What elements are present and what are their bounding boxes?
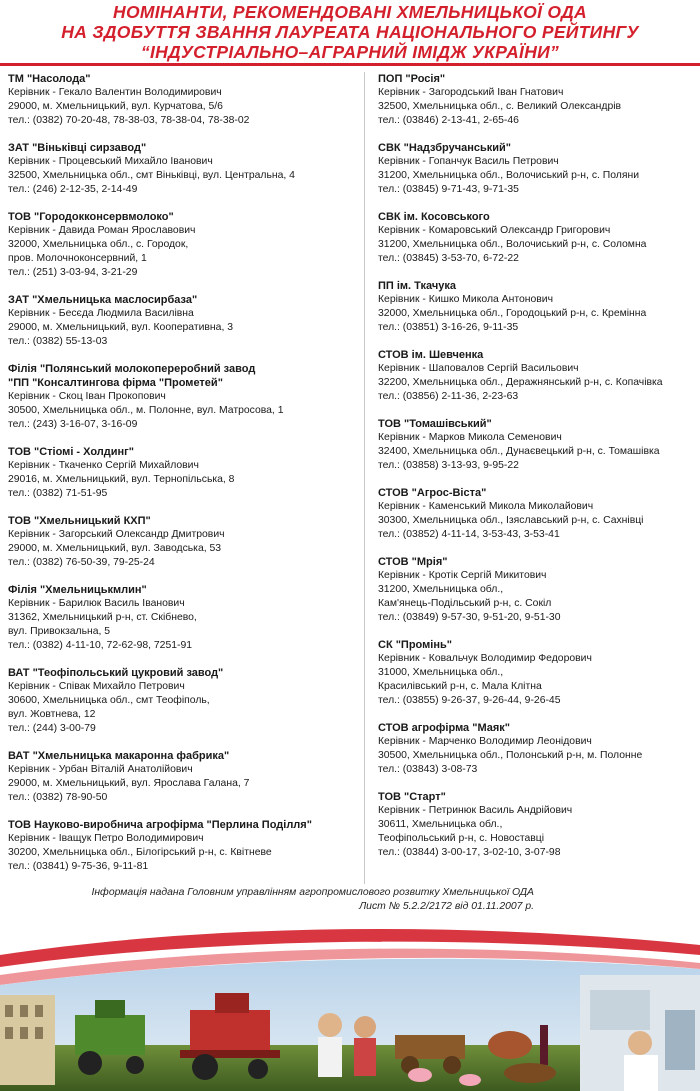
source-note [91, 886, 534, 914]
company-director: Керівник - Загорський Олександр Дмитрович [8, 529, 225, 540]
company-name: ТОВ "Хмельницький КХП" [8, 515, 151, 527]
company-director: Керівник - Скоц Іван Прокопович [8, 391, 166, 402]
company-phone: тел.: (03852) 4-11-14, 3-53-43, 3-53-41 [378, 529, 560, 540]
company-address: 32400, Хмельницька обл., Дунаєвецький р-н, с. Томашівка [378, 446, 660, 457]
company-entry [8, 362, 338, 432]
company-entry [378, 486, 700, 542]
company-address: 30300, Хмельницька обл., Ізяславський р-н, с. Сахнівці [378, 515, 644, 526]
company-name: Філія "Хмельницькмлин" [8, 584, 147, 596]
company-director: Керівник - Ковальчук Володимир Федорович [378, 653, 592, 664]
company-phone: тел.: (246) 2-12-35, 2-14-49 [8, 184, 138, 195]
company-director: Керівник - Співак Михайло Петрович [8, 681, 185, 692]
company-phone: тел.: (0382) 55-13-03 [8, 336, 108, 347]
company-address: 30500, Хмельницька обл., Полонський р-н, м. Полонне [378, 750, 643, 761]
header-rule [0, 63, 700, 66]
company-entry [378, 72, 700, 128]
company-address: 32500, Хмельницька обл., с. Великий Олександрів [378, 101, 622, 112]
company-director: Керівник - Кротік Сергій Микитович [378, 570, 547, 581]
company-director: Керівник - Іващук Петро Володимирович [8, 833, 204, 844]
company-entry [378, 721, 700, 777]
company-director: Керівник - Урбан Віталій Анатолійович [8, 764, 193, 775]
company-name: Філія "Полянський молокопереробний завод [8, 363, 256, 375]
company-entry [378, 417, 700, 473]
company-phone: тел.: (243) 3-16-07, 3-16-09 [8, 419, 138, 430]
company-name: ТОВ "Томашівський" [378, 418, 492, 430]
company-director: Керівник - Гопанчук Василь Петрович [378, 156, 559, 167]
company-entry [378, 141, 700, 197]
company-phone: тел.: (03846) 2-13-41, 2-65-46 [378, 115, 519, 126]
company-phone: тел.: (03856) 2-11-36, 2-23-63 [378, 391, 519, 402]
company-phone: тел.: (03843) 3-08-73 [378, 764, 478, 775]
company-phone: тел.: (03855) 9-26-37, 9-26-44, 9-26-45 [378, 695, 561, 706]
company-address: 29016, м. Хмельницький, вул. Тернопільська, 8 [8, 474, 235, 485]
company-name: СВК "Надзбручанський" [378, 142, 512, 154]
header-line-1: НОМІНАНТИ, РЕКОМЕНДОВАНІ ХМЕЛЬНИЦЬКОЇ ОДА [113, 2, 587, 22]
company-phone: тел.: (03844) 3-00-17, 3-02-10, 3-07-98 [378, 847, 561, 858]
company-director: Керівник - Гекало Валентин Володимирович [8, 87, 222, 98]
company-director: Керівник - Марченко Володимир Леонідович [378, 736, 592, 747]
header-line-3: “ІНДУСТРІАЛЬНО–АГРАРНИЙ ІМІДЖ УКРАЇНИ” [140, 42, 560, 62]
company-address: 30200, Хмельницька обл., Білогірський р-н, с. Квітневе [8, 847, 272, 858]
company-director: Керівник - Ткаченко Сергій Михайлович [8, 460, 199, 471]
company-name: ТОВ "Стіомі - Холдинг" [8, 446, 134, 458]
company-entry [8, 583, 338, 653]
company-name: ТОВ Науково-виробнича агрофірма "Перлина Поділля" [8, 819, 312, 831]
company-address: Кам'янець-Подільський р-н, с. Сокіл [378, 598, 552, 609]
company-address: 29000, м. Хмельницький, вул. Кооперативна, 3 [8, 322, 233, 333]
company-director: Керівник - Шаповалов Сергій Васильович [378, 363, 579, 374]
company-name-continued: "ПП "Консалтингова фірма "Прометей" [8, 377, 223, 389]
header-line-2: НА ЗДОБУТТЯ ЗВАННЯ ЛАУРЕАТА НАЦІОНАЛЬНОГО РЕЙТИНГУ [61, 22, 639, 42]
company-director: Керівник - Процевський Михайло Іванович [8, 156, 213, 167]
company-director: Керівник - Давида Роман Ярославович [8, 225, 196, 236]
company-address: Красилівський р-н, с. Мала Клітна [378, 681, 542, 692]
company-phone: тел.: (03841) 9-75-36, 9-11-81 [8, 861, 149, 872]
company-address: 31000, Хмельницька обл., [378, 667, 504, 678]
company-name: СТОВ ім. Шевченка [378, 349, 484, 361]
company-address: 30611, Хмельницька обл., [378, 819, 503, 830]
company-director: Керівник - Марков Микола Семенович [378, 432, 562, 443]
company-name: СТОВ агрофірма "Маяк" [378, 722, 510, 734]
company-address: вул. Жовтнева, 12 [8, 709, 96, 720]
company-director: Керівник - Каменський Микола Миколайович [378, 501, 594, 512]
company-entry [378, 348, 700, 404]
company-phone: тел.: (251) 3-03-94, 3-21-29 [8, 267, 138, 278]
company-name: ВАТ "Хмельницька макаронна фабрика" [8, 750, 230, 762]
company-address: Теофіпольський р-н, с. Новоставці [378, 833, 545, 844]
company-entry [8, 210, 338, 280]
company-entry [378, 790, 700, 860]
company-phone: тел.: (0382) 71-51-95 [8, 488, 108, 499]
company-phone: тел.: (244) 3-00-79 [8, 723, 96, 734]
company-name: СК "Промінь" [378, 639, 452, 651]
company-director: Керівник - Загородський Іван Гнатович [378, 87, 564, 98]
right-column [378, 72, 700, 873]
company-phone: тел.: (0382) 78-90-50 [8, 792, 108, 803]
company-address: вул. Привокзальна, 5 [8, 626, 111, 637]
company-entry [378, 638, 700, 708]
column-divider [364, 72, 365, 884]
company-entry [8, 818, 338, 874]
company-name: ВАТ "Теофіпольський цукровий завод" [8, 667, 224, 679]
company-name: СТОВ "Агрос-Віста" [378, 487, 487, 499]
company-address: 31200, Хмельницька обл., [378, 584, 504, 595]
left-column [8, 72, 338, 887]
company-address: 32200, Хмельницька обл., Деражнянський р-н, с. Копачівка [378, 377, 663, 388]
company-name: ЗАТ "Хмельницька маслосирбаза" [8, 294, 198, 306]
company-name: ТОВ "Городокконсервмолоко" [8, 211, 174, 223]
company-phone: тел.: (03851) 3-16-26, 9-11-35 [378, 322, 519, 333]
company-director: Керівник - Петринюк Василь Андрійович [378, 805, 573, 816]
agriculture-collage-image [0, 915, 700, 1091]
company-entry [8, 141, 338, 197]
company-address: 29000, м. Хмельницький, вул. Заводська, 53 [8, 543, 222, 554]
company-address: 31362, Хмельницький р-н, ст. Скібнево, [8, 612, 197, 623]
company-entry [378, 210, 700, 266]
company-name: ТОВ "Старт" [378, 791, 446, 803]
company-entry [8, 514, 338, 570]
company-entry [8, 293, 338, 349]
company-address: 30600, Хмельницька обл., смт Теофіполь, [8, 695, 210, 706]
company-name: СТОВ "Мрія" [378, 556, 448, 568]
company-phone: тел.: (03845) 9-71-43, 9-71-35 [378, 184, 519, 195]
company-address: 30500, Хмельницька обл., м. Полонне, вул. Матросова, 1 [8, 405, 284, 416]
company-director: Керівник - Барилюк Василь Іванович [8, 598, 185, 609]
company-address: 31200, Хмельницька обл., Волочиський р-н, с. Поляни [378, 170, 640, 181]
company-entry [378, 555, 700, 625]
company-name: ПП ім. Ткачука [378, 280, 456, 292]
company-address: 31200, Хмельницька обл., Волочиський р-н, с. Соломна [378, 239, 647, 250]
company-director: Керівник - Кишко Микола Антонович [378, 294, 554, 305]
company-name: ЗАТ "Віньківці сирзавод" [8, 142, 147, 154]
company-phone: тел.: (0382) 76-50-39, 79-25-24 [8, 557, 155, 568]
company-phone: тел.: (03849) 9-57-30, 9-51-20, 9-51-30 [378, 612, 561, 623]
company-name: ТМ "Насолода" [8, 73, 91, 85]
page-header [0, 0, 700, 62]
company-phone: тел.: (03845) 3-53-70, 6-72-22 [378, 253, 519, 264]
company-address: 29000, м. Хмельницький, вул. Курчатова, 5/6 [8, 101, 223, 112]
source-note-line-1: Інформація надана Головним управлінням агропромислового розвитку Хмельницької ОДА [91, 887, 534, 898]
photo-collage [0, 915, 700, 1091]
company-entry [8, 666, 338, 736]
company-address: 32000, Хмельницька обл., Городоцький р-н, с. Кремінна [378, 308, 647, 319]
company-name: ПОП "Росія" [378, 73, 446, 85]
company-entry [8, 72, 338, 128]
company-phone: тел.: (0382) 70-20-48, 78-38-03, 78-38-04, 78-38-02 [8, 115, 250, 126]
company-address: 32500, Хмельницька обл., смт Віньківці, вул. Центральна, 4 [8, 170, 295, 181]
company-phone: тел.: (03858) 3-13-93, 9-95-22 [378, 460, 519, 471]
source-note-line-2: Лист № 5.2.2/2172 від 01.11.2007 р. [359, 901, 534, 912]
company-phone: тел.: (0382) 4-11-10, 72-62-98, 7251-91 [8, 640, 193, 651]
company-director: Керівник - Комаровський Олександр Григорович [378, 225, 611, 236]
company-address: пров. Молочноконсервний, 1 [8, 253, 147, 264]
company-entry [8, 445, 338, 501]
company-address: 29000, м. Хмельницький, вул. Ярослава Галана, 7 [8, 778, 250, 789]
company-name: СВК ім. Косовського [378, 211, 490, 223]
company-entry [8, 749, 338, 805]
company-address: 32000, Хмельницька обл., с. Городок, [8, 239, 189, 250]
company-director: Керівник - Бесєда Людмила Василівна [8, 308, 194, 319]
company-entry [378, 279, 700, 335]
